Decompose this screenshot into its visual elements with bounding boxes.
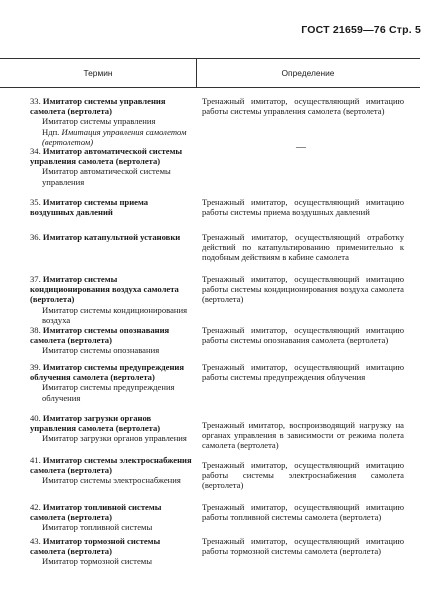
term-entry-34: [30, 146, 192, 187]
term-title: 38. Имитатор системы опознавания самолета (вертолета): [30, 325, 170, 346]
term-not-allowed: Ндп. Имитация управления самолетом (вертолетом): [42, 126, 187, 147]
term-title: 33. Имитатор системы управления самолета (вертолета): [30, 96, 166, 117]
term-title: 35. Имитатор системы приема воздушных давлений: [30, 197, 149, 218]
term-entry-42: [30, 502, 192, 533]
definition-43: Тренажный имитатор, осуществляющий имитацию работы тормозной системы самолета (вертолета): [202, 536, 404, 557]
term-title: 37. Имитатор системы кондиционирования воздуха самолета (вертолета): [30, 274, 179, 305]
definition-42: Тренажный имитатор, осуществляющий имитацию работы топливной системы самолета (вертолета): [202, 502, 404, 523]
definition-36: Тренажный имитатор, осуществляющий отработку действий по катапультированию применительно к подобным действиям в кабине самолета: [202, 232, 404, 263]
term-entry-41: [30, 455, 192, 486]
term-entry-43: [30, 536, 192, 567]
term-entry-37: [30, 274, 192, 325]
term-title: 41. Имитатор системы электроснабжения самолета (вертолета): [30, 455, 192, 476]
term-synonym: Имитатор системы опознавания: [42, 345, 160, 356]
term-entry-36: [30, 232, 192, 242]
header-bottom-rule: [0, 87, 420, 88]
term-synonym: Имитатор системы предупреждения облучения: [42, 382, 175, 403]
term-synonym: Имитатор системы электроснабжения: [42, 475, 181, 486]
term-entry-33: [30, 96, 192, 147]
definition-35: Тренажный имитатор, осуществляющий имитацию работы системы приема воздушных давлений: [202, 197, 404, 218]
definition-41: Тренажный имитатор, осуществляющий имитацию работы системы электроснабжения самолета (вертолета): [202, 460, 404, 491]
term-synonym: Имитатор топливной системы: [42, 522, 153, 533]
column-header-term: Термин: [83, 68, 113, 78]
term-title: 39. Имитатор системы предупреждения облучения самолета (вертолета): [30, 362, 185, 383]
term-title: 36. Имитатор катапультной установки: [30, 232, 181, 242]
column-header-definition: Определение: [281, 68, 335, 78]
definition-33: Тренажный имитатор, осуществляющий имитацию работы системы управления самолета (вертолета): [202, 96, 404, 117]
definition-37: Тренажный имитатор, осуществляющий имитацию работы системы кондиционирования воздуха самолета (вертолета): [202, 274, 404, 305]
definition-34: —: [296, 142, 306, 153]
definition-40: Тренажный имитатор, воспроизводящий нагрузку на органах управления в зависимости от режима полета самолета (вертолета): [202, 420, 404, 451]
term-title: 43. Имитатор тормозной системы самолета (вертолета): [30, 536, 161, 557]
term-synonym: Имитатор системы управления: [42, 116, 156, 127]
definition-38: Тренажный имитатор, осуществляющий имитацию работы системы опознавания самолета (вертолета): [202, 325, 404, 346]
term-entry-38: [30, 325, 192, 356]
term-synonym: Имитатор автоматической системы управления: [42, 166, 171, 187]
term-entry-40: [30, 413, 192, 444]
term-synonym: Имитатор системы кондиционирования воздуха: [42, 304, 188, 325]
term-entry-35: [30, 197, 192, 217]
term-entry-39: [30, 362, 192, 403]
term-synonym: Имитатор тормозной системы: [42, 556, 152, 567]
term-title: 40. Имитатор загрузки органов управления самолета (вертолета): [30, 413, 161, 434]
definition-39: Тренажный имитатор, осуществляющий имитацию работы системы предупреждения облучения: [202, 362, 404, 383]
term-synonym: Имитатор загрузки органов управления: [42, 433, 187, 444]
term-title: 42. Имитатор топливной системы самолета (вертолета): [30, 502, 162, 523]
page-title: ГОСТ 21659—76 Стр. 5: [301, 24, 421, 36]
term-title: 34. Имитатор автоматической системы управления самолета (вертолета): [30, 146, 183, 167]
